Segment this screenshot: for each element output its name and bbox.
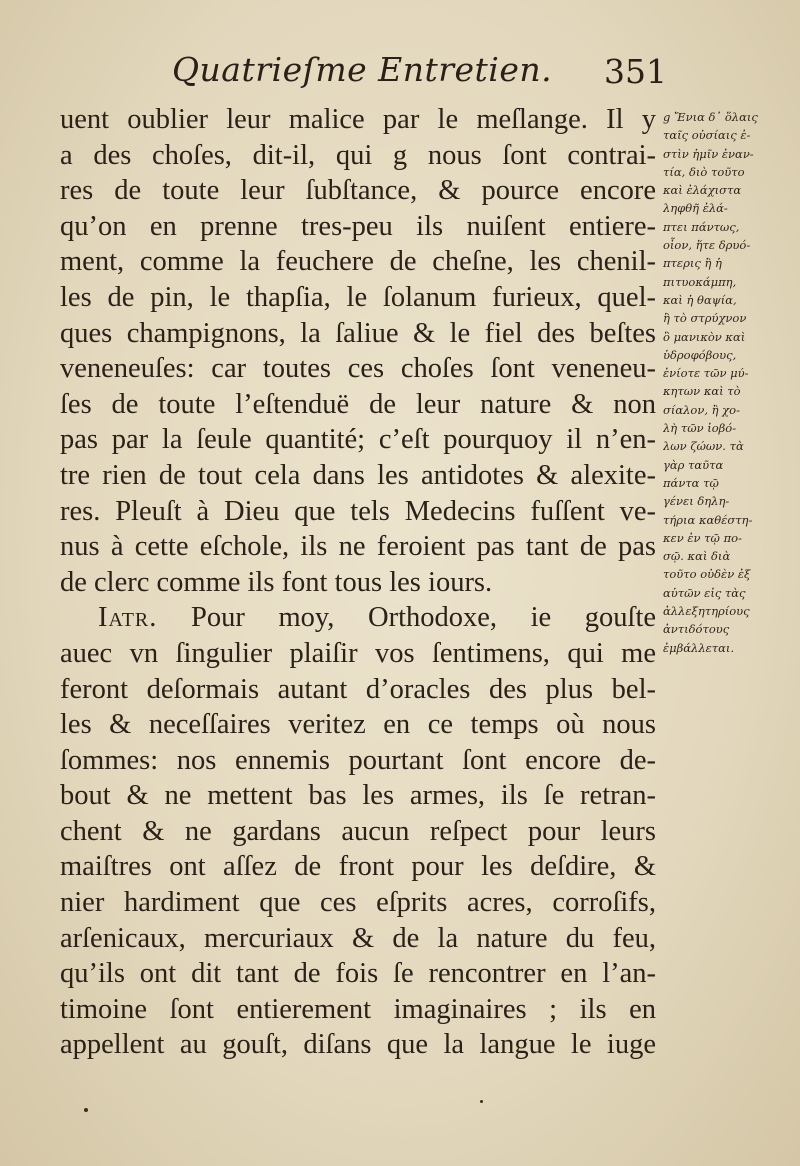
note-line: αὐτῶν εἰς τὰς bbox=[663, 585, 746, 600]
note-line: γὰρ ταῦτα bbox=[663, 457, 724, 472]
note-line: στὶν ἡμῖν ἐναν- bbox=[663, 146, 754, 161]
note-line: g Ἔνια δ᾽ ὅλαις bbox=[663, 110, 758, 124]
speaker-label: Iatr. bbox=[98, 602, 158, 634]
text-line: feront deſormais autant d’oracles des plus bel- bbox=[60, 673, 656, 705]
text-line: les de pin, le thapſia, le ſolanum furieux, quel- bbox=[60, 281, 656, 313]
text-line: veneneuſes: car toutes ces choſes ſont veneneu- bbox=[60, 353, 656, 385]
page-number: 351 bbox=[604, 52, 667, 91]
ink-speck bbox=[84, 1108, 88, 1112]
note-line: καὶ ἡ θαψία, bbox=[663, 292, 737, 307]
text-line: ques champignons, la ſaliue & le fiel des beſtes bbox=[60, 317, 656, 349]
text-line: res de toute leur ſubſtance, & pource encore bbox=[60, 175, 656, 207]
note-line: σίαλον, ἢ χο- bbox=[663, 402, 740, 417]
text-line: ment, comme la feuchere de cheſne, les chenil- bbox=[60, 246, 656, 278]
note-line: ταῖς οὐσίαις ἐ- bbox=[663, 128, 751, 143]
note-line: γένει δηλη- bbox=[663, 494, 730, 509]
note-line: λὴ τῶν ἰοβό- bbox=[663, 421, 737, 436]
page-header bbox=[0, 44, 800, 100]
text-line: uent oublier leur malice par le meſlange. Il y bbox=[60, 104, 656, 135]
ink-speck bbox=[480, 1100, 483, 1103]
text-line: arſenicaux, mercuriaux & de la nature du feu, bbox=[60, 922, 656, 954]
note-line: κητων καὶ τὸ bbox=[663, 384, 741, 399]
note-line: ἀντιδότους bbox=[663, 622, 730, 637]
note-line: λων ζώων. τὰ bbox=[663, 439, 744, 454]
marginal-note bbox=[663, 108, 781, 657]
running-title: Quatrieſme Entretien. bbox=[172, 50, 553, 89]
note-line: σῷ. καὶ διὰ bbox=[663, 549, 731, 564]
text-line: res. Pleuſt à Dieu que tels Medecins fuſſent ve- bbox=[60, 495, 656, 527]
note-line: πιτυοκάμπη, bbox=[663, 274, 737, 289]
note-line: ἢ τὸ στρύχνον bbox=[663, 311, 747, 326]
note-line: οἷον, ἥτε δρυό- bbox=[663, 238, 751, 253]
note-line: κεν ἐν τῷ πο- bbox=[663, 530, 742, 545]
text-line: chent & ne gardans aucun reſpect pour leurs bbox=[60, 815, 656, 847]
note-line: τήρια καθέστη- bbox=[663, 512, 753, 527]
text-line: auec vn ſingulier plaiſir vos ſentimens, qui me bbox=[60, 637, 656, 669]
note-line: καὶ ἐλάχιστα bbox=[663, 183, 742, 198]
note-line: ἐνίοτε τῶν μύ- bbox=[663, 366, 749, 381]
note-line: ἐμβάλλεται. bbox=[663, 640, 735, 655]
note-line: ὃ μανικὸν καὶ bbox=[663, 329, 746, 344]
note-line: τία, διὸ τοῦτο bbox=[663, 164, 745, 179]
paragraph-first-line bbox=[60, 600, 656, 636]
main-text-column bbox=[60, 102, 656, 1063]
text-span: Pour moy, Orthodoxe, ie gouſte bbox=[191, 602, 656, 634]
text-line: ſes de toute l’eſtenduë de leur nature & non bbox=[60, 388, 656, 420]
text-line: qu’on en prenne tres-peu ils nuiſent entiere- bbox=[60, 210, 656, 242]
text-line: les & neceſſaires veritez en ce temps où nous bbox=[60, 709, 656, 741]
text-line: tre rien de tout cela dans les antidotes & alexite- bbox=[60, 459, 656, 491]
text-line: nus à cette eſchole, ils ne feroient pas tant de pas bbox=[60, 531, 656, 563]
text-line: appellent au gouſt, diſans que la langue le iuge bbox=[60, 1029, 656, 1061]
text-line: de clerc comme ils font tous les iours. bbox=[60, 566, 493, 598]
text-line: a des choſes, dit-il, qui g nous ſont contrai- bbox=[60, 139, 656, 171]
note-line: ληφθῆ ἐλά- bbox=[663, 201, 728, 216]
note-line: πτερις ἢ ἡ bbox=[663, 256, 722, 271]
text-line: ſommes: nos ennemis pourtant ſont encore de- bbox=[60, 744, 656, 776]
text-line: nier hardiment que ces eſprits acres, corroſifs, bbox=[60, 887, 656, 919]
text-line: timoine ſont entierement imaginaires ; ils en bbox=[60, 993, 656, 1025]
text-line: pas par la ſeule quantité; c’eſt pourquoy il n’en- bbox=[60, 424, 656, 456]
note-line: τοῦτο οὐδὲν ἐξ bbox=[663, 567, 751, 582]
note-line: ἀλλεξητηρίους bbox=[663, 604, 750, 619]
note-line: πτει πάντως, bbox=[663, 219, 740, 234]
text-line: bout & ne mettent bas les armes, ils ſe retran- bbox=[60, 780, 656, 812]
text-line: maiſtres ont aſſez de front pour les deſdire, & bbox=[60, 851, 656, 883]
note-line: πάντα τῷ bbox=[663, 475, 719, 490]
note-line: ὑδροφόβους, bbox=[663, 347, 737, 362]
text-line: qu’ils ont dit tant de fois ſe rencontrer en l’an- bbox=[60, 958, 656, 990]
